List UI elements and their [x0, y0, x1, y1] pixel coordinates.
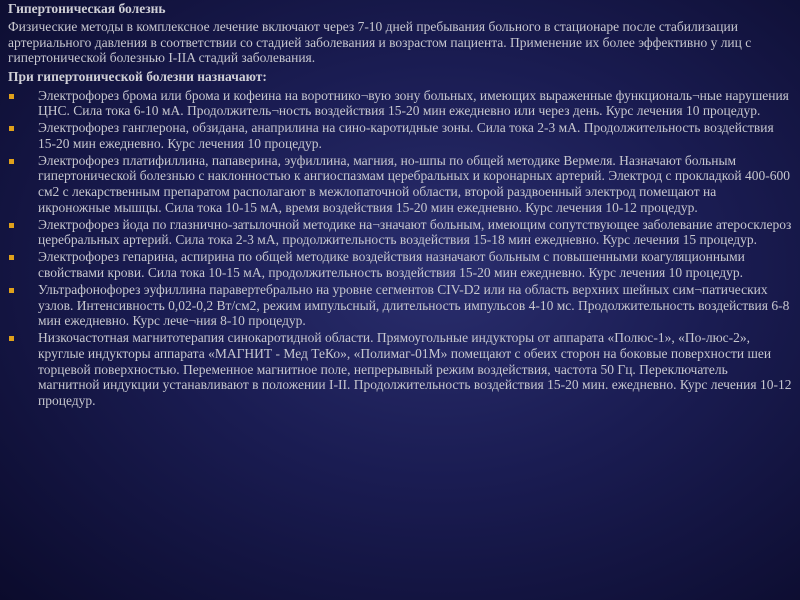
- list-item: [8, 88, 792, 119]
- slide-title: Гипертоническая болезнь: [8, 1, 166, 16]
- list-item-text: Ультрафонофорез эуфиллина паравертебрально на уровне сегментов CIV-D2 или на область верхних шейных сим¬патических узлов. Интенсивность 0,02-0,2 Вт/см2, режим импульсный, длительность импульсов 4-10 мс. Продолжительность воздействия 6-8 мин ежедневно. Курс лече¬ния 8-10 процедур.: [38, 282, 790, 329]
- square-bullet-icon: [9, 159, 14, 164]
- list-item-text: Электрофорез платифиллина, папаверина, эуфиллина, магния, но-шпы по общей методике Вермеля. Назначают больным гипертонической болезнью с наклонностью к ангиоспазмам церебральных и коронарных артерий. Электрод с прокладкой 400-600 см2 с лекарственным препаратом располагают в межлопаточной области, второй раздвоенный электрод помещают на икроножные мышцы. Сила тока 10-15 мА, время воздействия 15-20 мин ежедневно. Курс лечения 10-12 процедур.: [38, 152, 790, 215]
- slide-content: [8, 0, 792, 410]
- list-item: [8, 249, 792, 280]
- intro-paragraph: Физические методы в комплексное лечение включают через 7-10 дней пребывания больного в стационаре после стабилизации артериального давления в соответствии со стадией заболевания и возрастом пациента. Применение их более эффективно у лиц с гипертонической болезнью I-IIA стадий заболевания.: [8, 19, 752, 65]
- section-subheading: При гипертонической болезни назначают:: [8, 68, 267, 84]
- square-bullet-icon: [9, 223, 14, 228]
- square-bullet-icon: [9, 94, 14, 99]
- square-bullet-icon: [9, 288, 14, 293]
- square-bullet-icon: [9, 126, 14, 131]
- list-item-text: Электрофорез гепарина, аспирина по общей методике воздействия назначают больным с повышенными коагуляционными свойствами крови. Сила тока 10-15 мА, продолжительность воздействия 15-20 мин ежедневно. Курс лечения 10 процедур.: [38, 249, 745, 281]
- list-item-text: Электрофорез йода по глазнично-затылочной методике на¬значают больным, имеющим сопутствующее заболевание атеросклероз церебральных артерий. Сила тока 2-3 мА, продолжительность воздействия 15-18 мин ежедневно. Курс лечения 15 процедур.: [38, 216, 792, 248]
- list-item: [8, 153, 792, 215]
- list-item: [8, 120, 792, 151]
- treatment-list: [8, 88, 792, 409]
- square-bullet-icon: [9, 336, 14, 341]
- list-item: [8, 217, 792, 248]
- list-item-text: Электрофорез брома или брома и кофеина на воротнико¬вую зону больных, имеющих выраженные функциональ¬ные нарушения ЦНС. Сила тока 6-10 мА. Продолжитель¬ность воздействия 15-20 мин ежедневно или через день. Курс лечения 10 процедур.: [38, 87, 789, 119]
- list-item: [8, 282, 792, 329]
- list-item: [8, 330, 792, 408]
- list-item-text: Электрофорез ганглерона, обзидана, анаприлина на сино-каротидные зоны. Сила тока 2-3 мА. Продолжительность воздействия 15-20 мин ежедневно. Курс лечения 10 процедур.: [38, 120, 774, 151]
- list-item-text: Низкочастотная магнитотерапия синокаротидной области. Прямоугольные индукторы от аппарата «Полюс-1», «По-люс-2», круглые индукторы аппарата «МАГНИТ - Мед ТеКо», «Полимаг-01М» помещают с обеих сторон на боковые поверхности шеи торцевой поверхностью. Переменное магнитное поле, непрерывный режим воздействия, частота 50 Гц. Переключатель магнитной индукции устанавливают в положении I-II. Продолжительность воздействия 15-20 мин. ежедневно. Курс лечения 10-12 процедур.: [38, 330, 792, 408]
- square-bullet-icon: [9, 255, 14, 260]
